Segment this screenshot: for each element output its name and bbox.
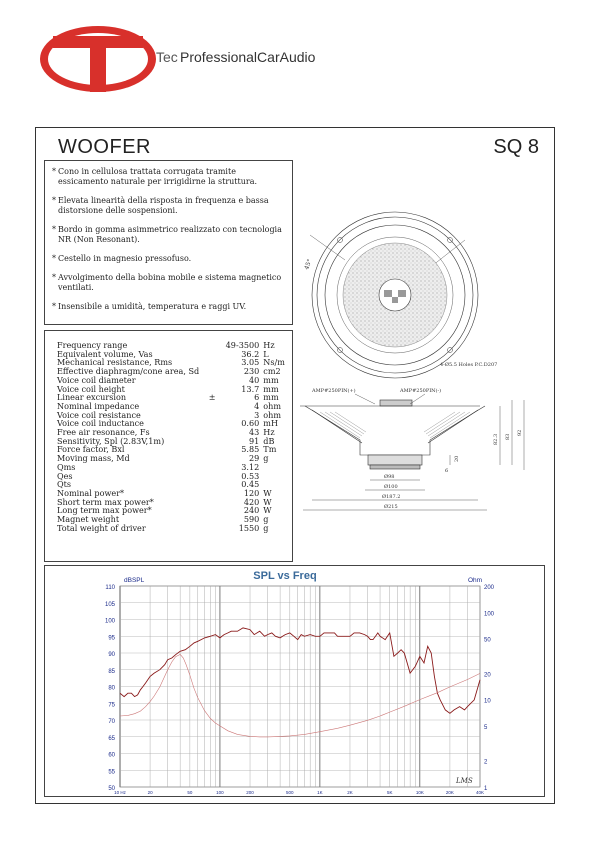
spec-label: Moving mass, Md — [57, 453, 130, 464]
spec-label: Short term max power* — [57, 496, 154, 507]
dim-82: 82.3 — [493, 433, 499, 445]
y-tick-left-label: 65 — [108, 735, 115, 742]
spec-unit: Tm — [263, 444, 277, 455]
spec-value: 240 — [243, 505, 260, 516]
x-tick-label: 1K — [317, 790, 323, 795]
chart-watermark: LMS — [456, 777, 473, 785]
feature-list — [45, 161, 292, 312]
spec-plusminus — [207, 445, 216, 454]
spec-unit: mm — [263, 383, 279, 394]
y-tick-right-label: 20 — [484, 672, 491, 679]
spec-unit: Hz — [263, 427, 275, 438]
spec-value: 49-3500 — [225, 340, 260, 350]
chart-title: SPL vs Freq — [253, 570, 317, 582]
amp-right-label: AMP#250PIN(-) — [400, 388, 442, 394]
spec-label: Voice coil height — [57, 383, 125, 394]
spec-plusminus — [207, 480, 216, 489]
spec-unit: g — [263, 514, 269, 525]
spec-plusminus — [207, 454, 216, 463]
y-tick-right-label: 10 — [484, 698, 491, 705]
spec-unit: dB — [263, 435, 275, 446]
y-tick-left-label: 80 — [108, 685, 115, 692]
spec-unit: ohm — [263, 409, 282, 420]
feature-item: * Bordo in gomma asimmetrico realizzato con tecnologia NR (Non Resonant). — [52, 225, 284, 245]
spec-value: 4 — [254, 400, 260, 411]
x-tick-label: 10K — [415, 790, 424, 795]
technical-drawing — [300, 160, 550, 560]
y-tick-right-label: 1 — [484, 786, 488, 792]
spec-value: 36.2 — [241, 348, 260, 359]
spec-unit: W — [263, 496, 272, 507]
y-tick-right-label: 100 — [484, 611, 495, 618]
spec-plusminus — [207, 376, 216, 385]
spec-unit: L — [263, 348, 269, 359]
features-box — [44, 160, 293, 325]
y-tick-left-label: 55 — [108, 769, 115, 776]
x-tick-label: 20K — [445, 790, 454, 795]
spec-unit — [259, 472, 292, 481]
amp-left-label: AMP#250PIN(+) — [312, 388, 356, 394]
spec-plusminus — [207, 419, 216, 428]
spec-label: Free air resonance, Fs — [57, 427, 150, 438]
spec-label: Equivalent volume, Vas — [57, 348, 153, 359]
spec-label: Total weight of driver — [57, 522, 146, 533]
spec-value: 230 — [243, 366, 260, 377]
y-axis-left-label: dBSPL — [124, 577, 145, 584]
specs-table — [57, 341, 292, 532]
spec-unit: g — [263, 453, 269, 464]
spec-label: Voice coil inductance — [57, 418, 144, 429]
feature-item: * Cono in cellulosa trattata corrugata tramite essicamento naturale per irrigidirne la struttura. — [52, 167, 284, 187]
y-tick-left-label: 60 — [108, 752, 115, 759]
feature-item: * Avvolgimento della bobina mobile e sistema magnetico ventilati. — [52, 273, 284, 293]
spec-label: Voice coil resistance — [57, 409, 141, 420]
spec-unit: ohm — [263, 400, 282, 411]
spec-label: Frequency range — [57, 340, 128, 350]
spec-label: Force factor, Bxl — [57, 444, 125, 455]
x-tick-label: 20 — [147, 790, 153, 795]
spec-label: Nominal power* — [57, 487, 125, 498]
specs-box — [44, 330, 293, 562]
y-tick-right-label: 200 — [484, 585, 495, 591]
spec-value: 420 — [243, 496, 260, 507]
spec-unit: mH — [263, 418, 279, 429]
spec-plusminus — [207, 489, 216, 498]
spec-plusminus — [207, 498, 216, 507]
spec-value: 0.45 — [241, 479, 260, 490]
spec-value: 13.7 — [241, 383, 260, 394]
spec-unit: g — [263, 522, 269, 533]
x-tick-label: 50 — [187, 790, 193, 795]
holes-label: 4-Ø5.5 Holes P.C.D207 — [440, 362, 498, 368]
y-tick-left-label: 50 — [108, 786, 115, 792]
spec-unit: Hz — [263, 340, 275, 350]
feature-item: * Insensibile a umidità, temperatura e raggi UV. — [52, 302, 284, 312]
spec-value: 1550 — [238, 522, 260, 533]
spec-unit: Ns/m — [263, 357, 285, 368]
spec-value: 43 — [248, 427, 260, 438]
y-tick-right-label: 5 — [484, 724, 488, 731]
spl-freq-chart — [45, 566, 544, 796]
spec-value: 590 — [243, 514, 260, 525]
y-tick-left-label: 90 — [108, 652, 115, 658]
x-tick-label: 2K — [347, 790, 353, 795]
spec-plusminus: ± — [208, 392, 216, 403]
spec-plusminus — [207, 411, 216, 420]
y-tick-left-label: 110 — [105, 585, 115, 591]
y-tick-left-label: 105 — [104, 601, 115, 608]
dim-6: 6 — [445, 468, 449, 474]
x-tick-label: 500 — [286, 790, 294, 795]
y-tick-left-label: 75 — [108, 702, 115, 709]
spec-plusminus — [207, 350, 216, 359]
dust-cap — [379, 279, 411, 311]
brand-logo — [38, 24, 438, 94]
spec-unit: W — [263, 487, 272, 498]
spec-unit: W — [263, 505, 272, 516]
spec-label: Long term max power* — [57, 505, 152, 516]
spec-value: 0.53 — [241, 470, 260, 481]
spec-plusminus — [207, 437, 216, 446]
spec-label: Qts — [57, 479, 72, 490]
dim-20: 20 — [454, 455, 460, 462]
x-tick-label: 200 — [246, 790, 254, 795]
spec-row — [57, 524, 292, 533]
spec-plusminus — [207, 358, 216, 367]
dim-187: Ø187.2 — [382, 494, 401, 500]
x-tick-label: 5K — [386, 790, 393, 795]
spec-label: Qms — [57, 461, 76, 472]
spec-plusminus — [207, 463, 216, 472]
spec-plusminus — [207, 367, 216, 376]
spec-unit: cm2 — [263, 366, 281, 377]
spec-value: 6 — [254, 392, 260, 403]
brand-name: ProfessionalCarAudio — [180, 49, 316, 65]
brand-tec: Tec — [156, 49, 178, 65]
y-tick-left-label: 85 — [108, 668, 115, 675]
spec-label: Mechanical resistance, Rms — [57, 357, 173, 368]
y-axis-right-label: Ohm — [468, 577, 483, 584]
y-tick-left-label: 95 — [108, 635, 115, 642]
x-tick-label: 40K — [475, 790, 485, 795]
spec-unit — [259, 463, 292, 472]
spec-value: 3 — [254, 409, 260, 420]
y-tick-left-label: 70 — [108, 719, 115, 725]
spec-unit: mm — [263, 374, 279, 385]
spec-plusminus — [207, 428, 216, 437]
y-tick-right-label: 50 — [484, 637, 491, 644]
spec-label: Voice coil diameter — [57, 374, 136, 385]
spec-label: Magnet weight — [57, 514, 120, 525]
dim-215: Ø215 — [384, 504, 398, 510]
spec-label: Sensitivity, Spl (2.83V,1m) — [57, 435, 165, 446]
spec-value: 3.05 — [241, 357, 260, 368]
dim-92: 92 — [517, 429, 523, 436]
spec-value: 120 — [243, 487, 260, 498]
spec-value: 0.60 — [241, 418, 260, 429]
spec-label: Nominal impedance — [57, 400, 140, 411]
spec-plusminus — [207, 341, 216, 350]
spec-plusminus — [207, 515, 216, 524]
chart-box — [44, 565, 545, 797]
spec-value: 91 — [248, 435, 260, 446]
spec-label: Effective diaphragm/cone area, Sd — [57, 366, 200, 377]
spec-plusminus — [207, 402, 216, 411]
dim-100: Ø98 — [384, 474, 395, 480]
spec-plusminus — [207, 506, 216, 515]
y-tick-left-label: 100 — [104, 618, 115, 625]
dim-98: Ø100 — [384, 484, 398, 490]
spec-value: 40 — [248, 374, 260, 385]
feature-item: * Cestello in magnesio pressofuso. — [52, 254, 284, 264]
spec-value: 3.12 — [241, 461, 260, 472]
spec-label: Qes — [57, 470, 73, 481]
spec-plusminus — [207, 524, 216, 533]
spec-unit: mm — [263, 392, 279, 403]
x-tick-label: 100 — [216, 790, 224, 795]
spec-plusminus — [207, 472, 216, 481]
product-model: SQ 8 — [493, 136, 539, 158]
product-category: WOOFER — [58, 136, 151, 158]
y-tick-right-label: 2 — [484, 759, 488, 766]
spec-value: 29 — [248, 453, 260, 464]
dim-83: 83 — [505, 433, 511, 440]
feature-item: * Elevata linearità della risposta in frequenza e bassa distorsione delle sospensioni. — [52, 196, 284, 216]
spec-label: Linear excursion — [57, 392, 127, 403]
angle-label: 45° — [303, 258, 314, 271]
spec-value: 5.85 — [241, 444, 260, 455]
x-tick-label: 10 Hz — [114, 790, 126, 795]
